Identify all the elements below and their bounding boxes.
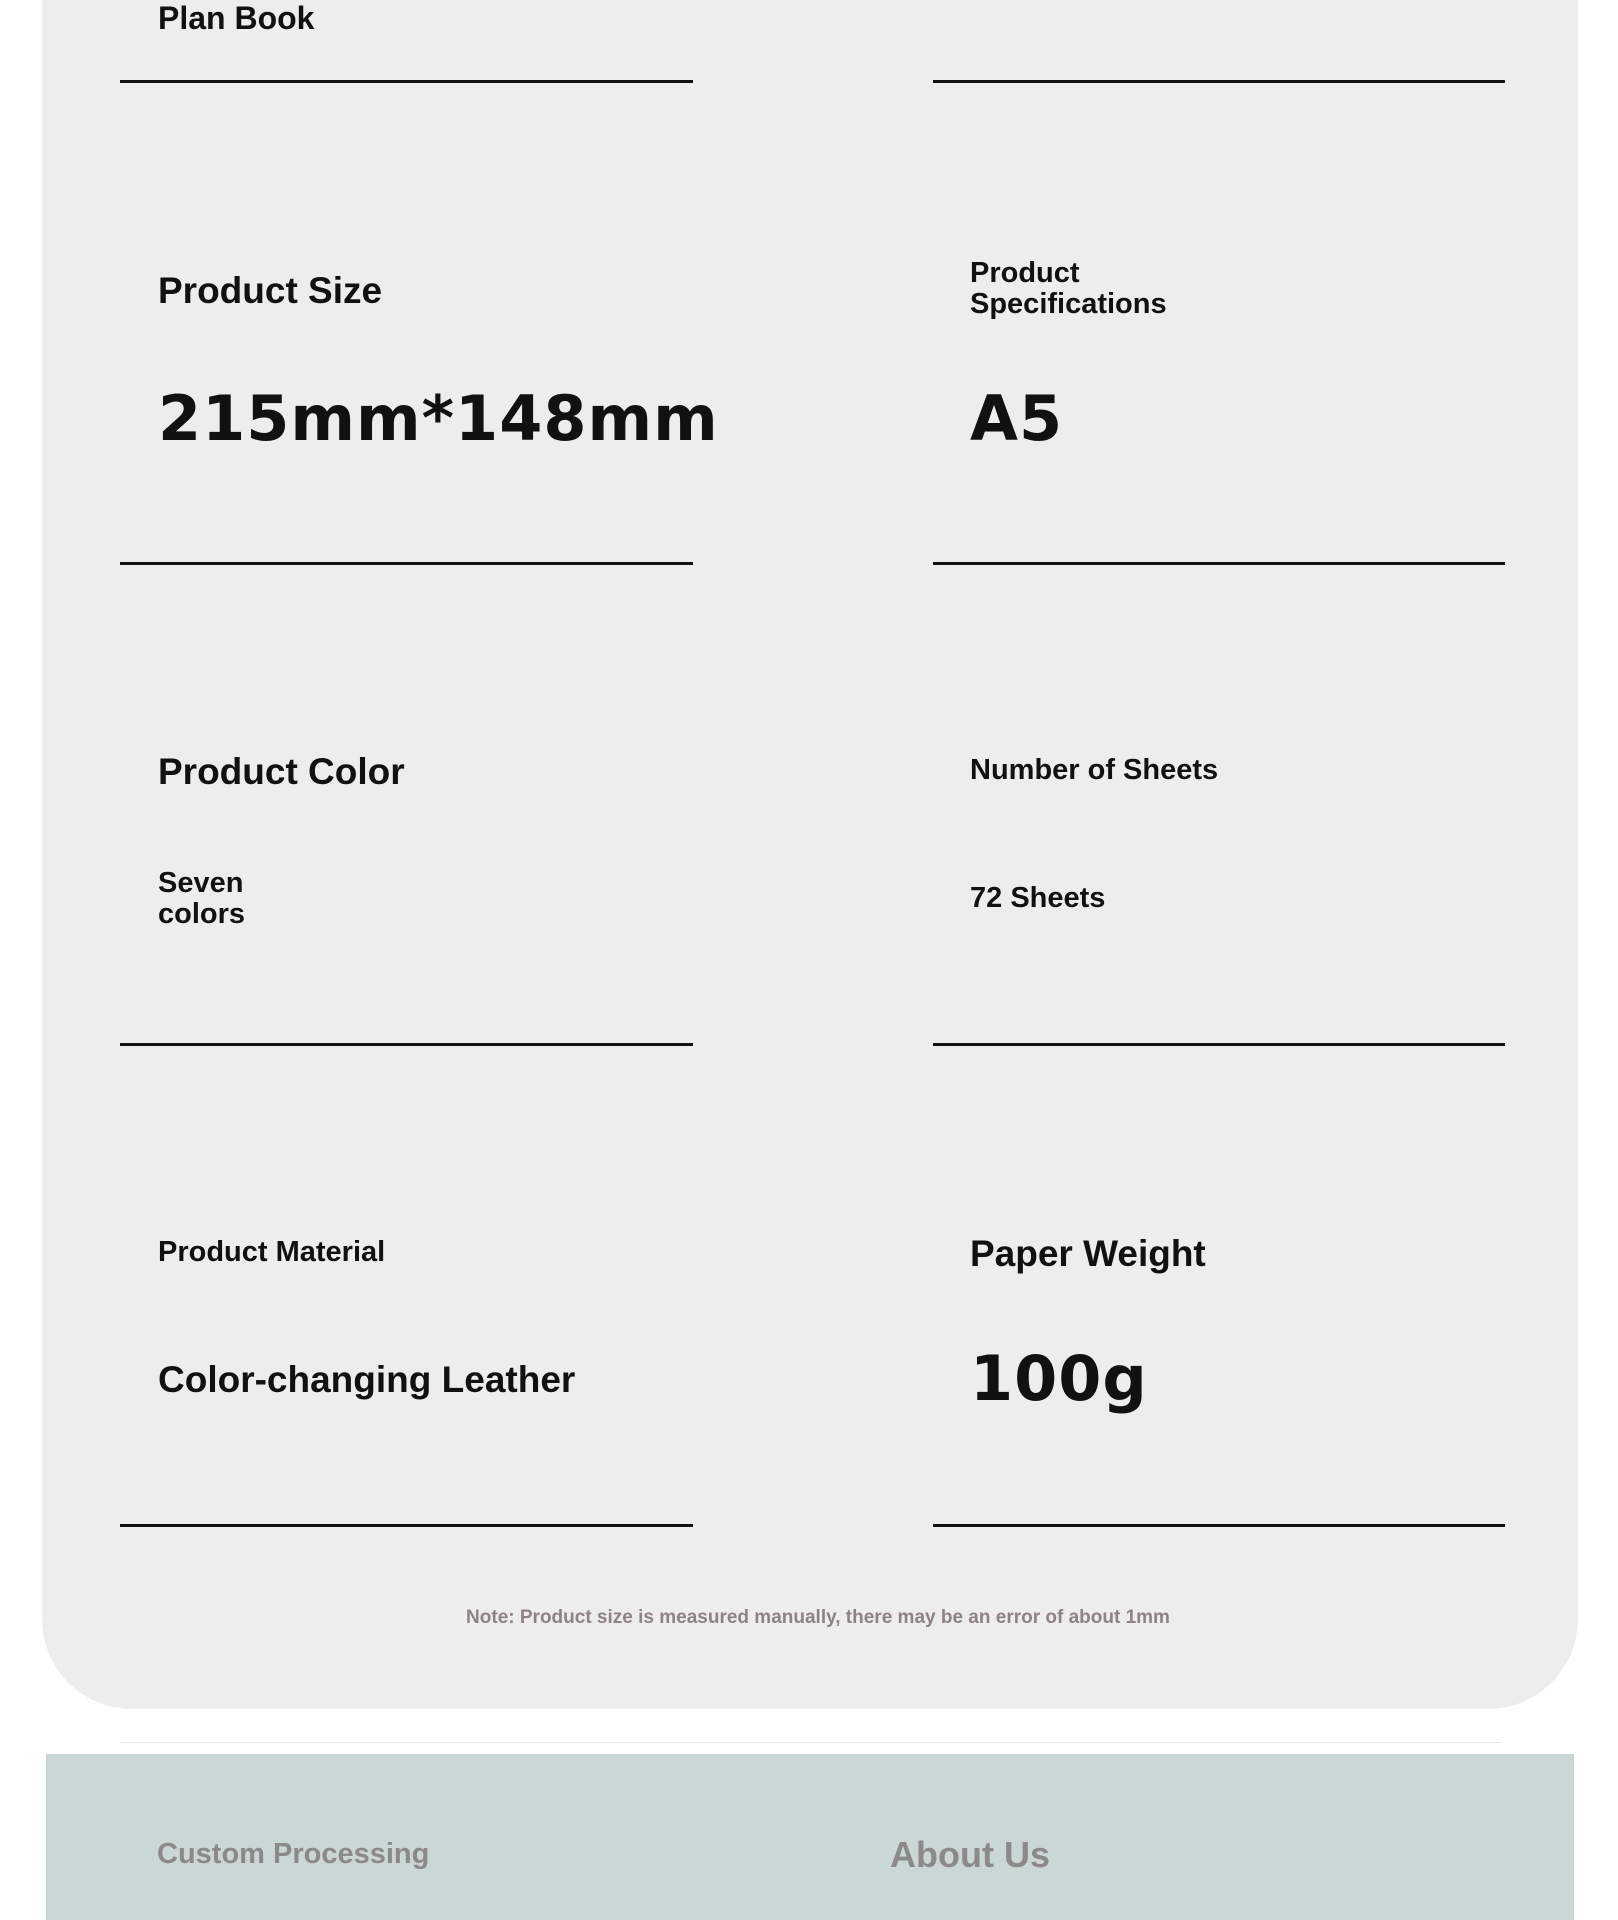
measurement-note: Note: Product size is measured manually, there may be an error of about 1mm [466, 1607, 1170, 1628]
divider-rule [933, 1524, 1505, 1527]
spec-card [42, 0, 1578, 1709]
product-color-label: Product Color [158, 751, 405, 792]
about-us-link[interactable]: About Us [890, 1834, 1050, 1875]
divider-rule [120, 1524, 693, 1527]
custom-processing-link[interactable]: Custom Processing [157, 1838, 430, 1870]
product-title-fragment: Plan Book [158, 0, 315, 36]
paper-weight-label: Paper Weight [970, 1233, 1206, 1274]
section-divider [120, 1742, 1501, 1743]
number-of-sheets-label: Number of Sheets [970, 754, 1219, 786]
paper-weight-value: 100g [970, 1342, 1148, 1415]
divider-rule [120, 1043, 693, 1046]
product-size-value: 215mm*148mm [158, 382, 719, 455]
product-color-value: Seven colors [158, 867, 246, 930]
divider-rule [933, 80, 1505, 83]
divider-rule [933, 1043, 1505, 1046]
product-material-value: Color-changing Leather [158, 1359, 576, 1400]
divider-rule [120, 80, 693, 83]
product-specifications-label: Product Specifications [970, 257, 1167, 320]
divider-rule [933, 562, 1505, 565]
number-of-sheets-value: 72 Sheets [970, 882, 1106, 914]
footer-band [46, 1754, 1574, 1920]
divider-rule [120, 562, 693, 565]
product-size-label: Product Size [158, 270, 383, 311]
product-specifications-value: A5 [970, 382, 1064, 455]
product-material-label: Product Material [158, 1236, 386, 1268]
